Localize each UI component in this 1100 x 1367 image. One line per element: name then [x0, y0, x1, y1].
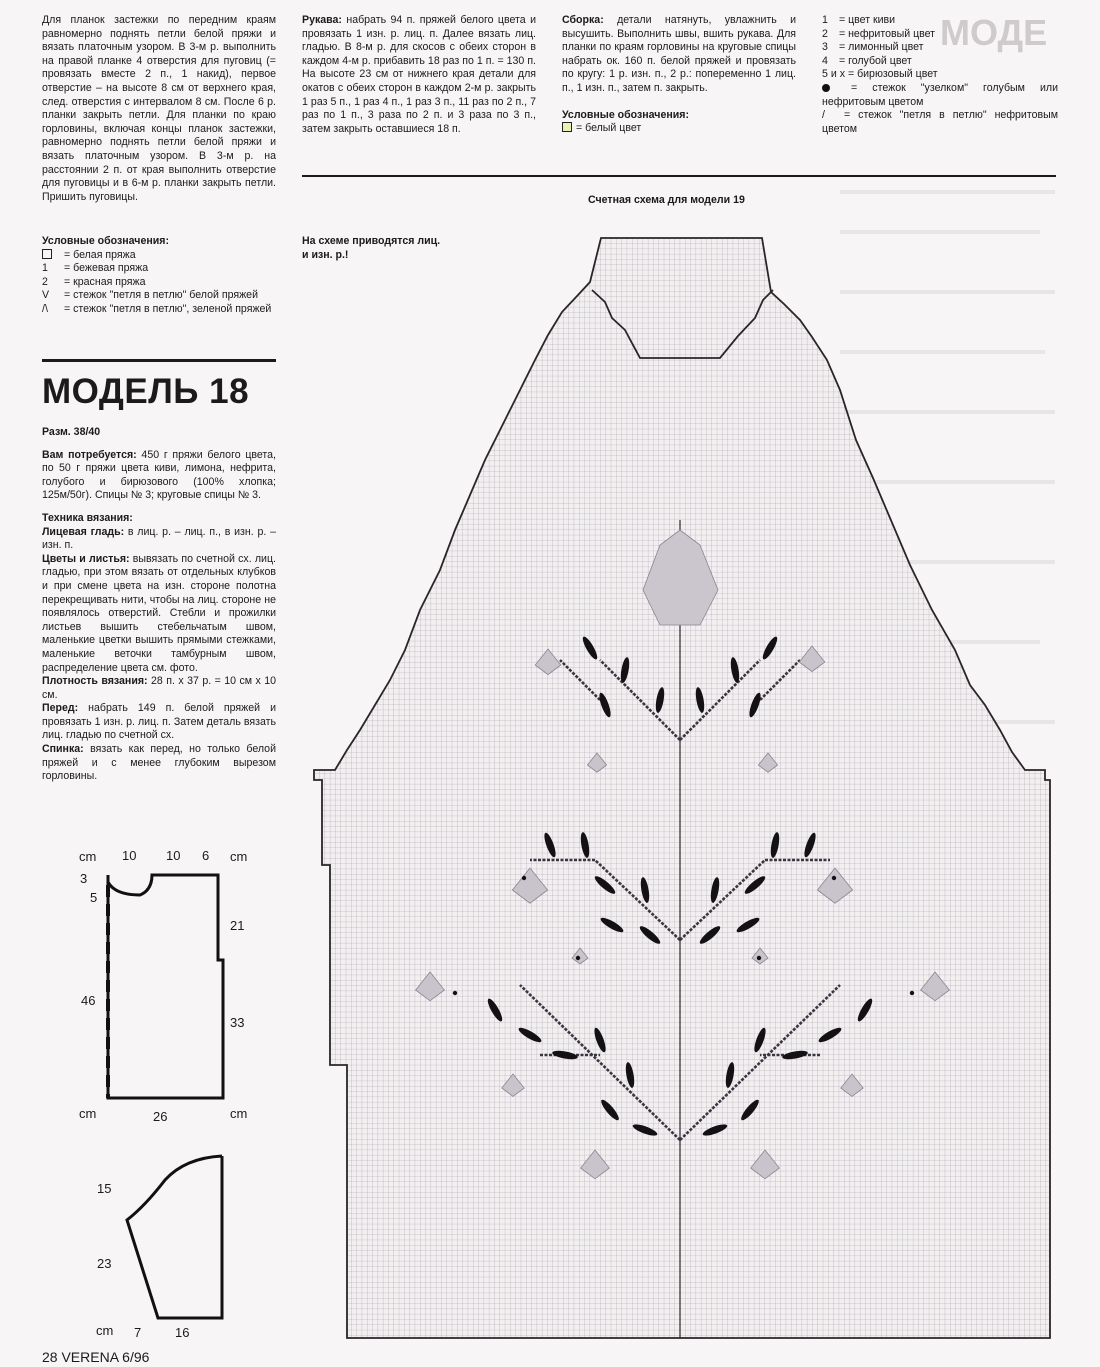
sleeve-dim-cm: cm	[96, 1323, 114, 1338]
legend-symbol: 1	[822, 14, 828, 26]
body-dim-cm-tl: cm	[79, 849, 97, 864]
front-text: набрать 149 п. белой пряжей и провязать 1 изн. р. лиц. п. Затем деталь вязать лиц. гладью по счетной сх.	[42, 702, 276, 742]
flowers-text: вывязать по счетной сх. лиц. гладью, при этом вязать от отдельных клубков и при смене цвета на изн. стороне полотна перекрещивать нити, чтобы на лиц. стороне не появлялось отверстий. Стебли и прожилки листьев вышить стебельчатым швом, маленькие цветки вышить прямыми стежками, маленькие веточки тамбурным швом, распределение цвета см. фото.	[42, 552, 276, 674]
body-dim-armhole: 21	[230, 918, 245, 933]
sleeve-dim-bottom-right: 16	[175, 1325, 190, 1340]
legend-left-item: 2 = красная пряжа	[42, 275, 146, 288]
legend-left-item: /\ = стежок "петля в петлю", зеленой пряжей	[42, 302, 272, 315]
legend-symbol: 3	[822, 41, 828, 54]
assembly-text: детали натянуть, увлажнить и высушить. Выполнить швы, вшить рукава. Для планки по краям горловины на круговые спицы набрать ок. 160 п. белой пряжей и провязать по кругу: 1 р. изн. п., 2 р.: попеременно 1 лиц. п., 1 изн. п., затем п. закрыть.	[562, 14, 796, 94]
body-dim-cm-bl: cm	[79, 1106, 97, 1121]
legend-left-item: = белая пряжа	[42, 249, 276, 263]
chart-title: Счетная схема для модели 19	[588, 194, 745, 206]
flowers-label: Цветы и листья:	[42, 552, 130, 565]
legend-symbol: V	[42, 289, 50, 302]
sleeve-dim-bottom-left: 7	[134, 1325, 142, 1340]
knot-stitch	[910, 991, 914, 995]
chart-note: На схеме приводятся лиц. и изн. р.!	[302, 235, 441, 261]
knot-stitch	[453, 991, 457, 995]
knot-stitch	[576, 956, 580, 960]
legend-right-item: 3 = лимонный цвет	[822, 41, 924, 54]
body-dim-neck-small: 3	[80, 871, 88, 886]
legend-left-item: 1 = бежевая пряжа	[42, 262, 149, 275]
body-dim-top2: 10	[166, 848, 181, 863]
assembly-legend-item: = белый цвет	[562, 122, 796, 136]
back-label: Спинка:	[42, 743, 84, 756]
back-text: вязать как перед, но только белой пряжей и с менее глубоким вырезом горловины.	[42, 743, 276, 783]
legend-right-item: 1 = цвет киви	[822, 14, 896, 26]
sleeves-text: набрать 94 п. пряжей белого цвета и провязать 1 изн. р. лиц. п. Далее вязать лиц. гладью. В 8-м р. для скосов с обеих сторон в каждом 4-м р. прибавить 18 раз по 1 п. = 130 п. На высоте 23 см от нижнего края детали для окатов с обеих сторон в каждом 2-м р. закрыть 1 раз 5 п., 1 раз 4 п., 1 раз 3 п., 11 раз по 2 п., 7 раз по 1 п., 3 раза по 2 п. и 3 раза по 3 п., затем закрыть оставшиеся 18 п.	[302, 14, 536, 135]
materials-label: Вам потребуется:	[42, 448, 137, 461]
assembly-legend-title: Условные обозначения:	[562, 108, 689, 121]
stockinette-text: в лиц. р. – лиц. п., в изн. р. – изн. п.	[42, 525, 276, 552]
knot-stitch	[832, 876, 836, 880]
gauge-label: Плотность вязания:	[42, 675, 148, 688]
sleeve-dim-length: 23	[97, 1256, 112, 1271]
technique-title: Техника вязания:	[42, 511, 133, 524]
legend-symbol: 5 и х	[822, 68, 845, 81]
body-dim-cm-br: cm	[230, 1106, 248, 1121]
sleeves-label: Рукава:	[302, 14, 342, 26]
legend-left-item: V = стежок "петля в петлю" белой пряжей	[42, 289, 258, 302]
legend-symbol: 1	[42, 262, 48, 275]
front-label: Перед:	[42, 702, 79, 715]
page-footer: 28 VERENA 6/96	[42, 1349, 150, 1365]
legend-right-item: / = стежок "петля в петлю" нефритовым цветом	[822, 109, 1058, 135]
assembly-label: Сборка:	[562, 14, 604, 26]
body-dim-side: 33	[230, 1015, 245, 1030]
body-dim-top3: 6	[202, 848, 210, 863]
body-dim-neck: 5	[90, 890, 98, 905]
body-dim-cm-tr: cm	[230, 849, 248, 864]
ghost-heading: МОДЕ	[940, 12, 1048, 53]
legend-symbol: /\	[42, 302, 48, 315]
knot-stitch	[757, 956, 761, 960]
intro-text: Для планок застежки по передним краям равномерно поднять петли белой пряжи и вязать платочным узором. В 3-м р. выполнить на правой планке 4 отверстия для пуговиц (= провязать вместе 2 п., 1 накид), первое отверстие – на высоте 8 см от верхнего края, след. отверстия с интервалом 8 см. После 6 р. планки закрыть петли. Для планки по краю горловины, включая концы планок застежки, равномерно поднять петли белой пряжи и вязать платочным узором. В 3-м р. на расстоянии 2 п. от края выполнить отверстие для пуговицы и в 6-м р. планки закрыть петли. Пришить пуговицы.	[42, 14, 276, 203]
model-title: МОДЕЛЬ 18	[42, 372, 250, 411]
body-dim-top1: 10	[122, 848, 137, 863]
legend-right-item: 2 = нефритовый цвет	[822, 27, 936, 40]
sleeve-dim-cap: 15	[97, 1181, 112, 1196]
body-dim-width: 26	[153, 1109, 168, 1124]
knot-stitch	[522, 876, 526, 880]
materials-text: 450 г пряжи белого цвета, по 50 г пряжи цвета киви, лимона, нефрита, голубого и бирюзового (100% хлопка; 125м/50г). Спицы № 3; круговые спицы № 3.	[42, 448, 276, 502]
legend-right-item: = стежок "узелком" голубым или нефритовым цветом	[822, 81, 1058, 108]
legend-left-title: Условные обозначения:	[42, 235, 169, 247]
legend-symbol: /	[822, 109, 825, 122]
model-size: Разм. 38/40	[42, 426, 101, 438]
body-dim-height: 46	[81, 993, 96, 1008]
stockinette-label: Лицевая гладь:	[42, 525, 125, 538]
legend-symbol: 2	[42, 275, 48, 288]
gauge-text: 28 п. х 37 р. = 10 см х 10 см.	[42, 675, 277, 701]
legend-right-item: 5 и х = бирюзовый цвет	[822, 68, 938, 81]
legend-symbol: 2	[822, 27, 828, 40]
legend-right-item: 4 = голубой цвет	[822, 54, 912, 67]
legend-symbol: 4	[822, 54, 828, 67]
